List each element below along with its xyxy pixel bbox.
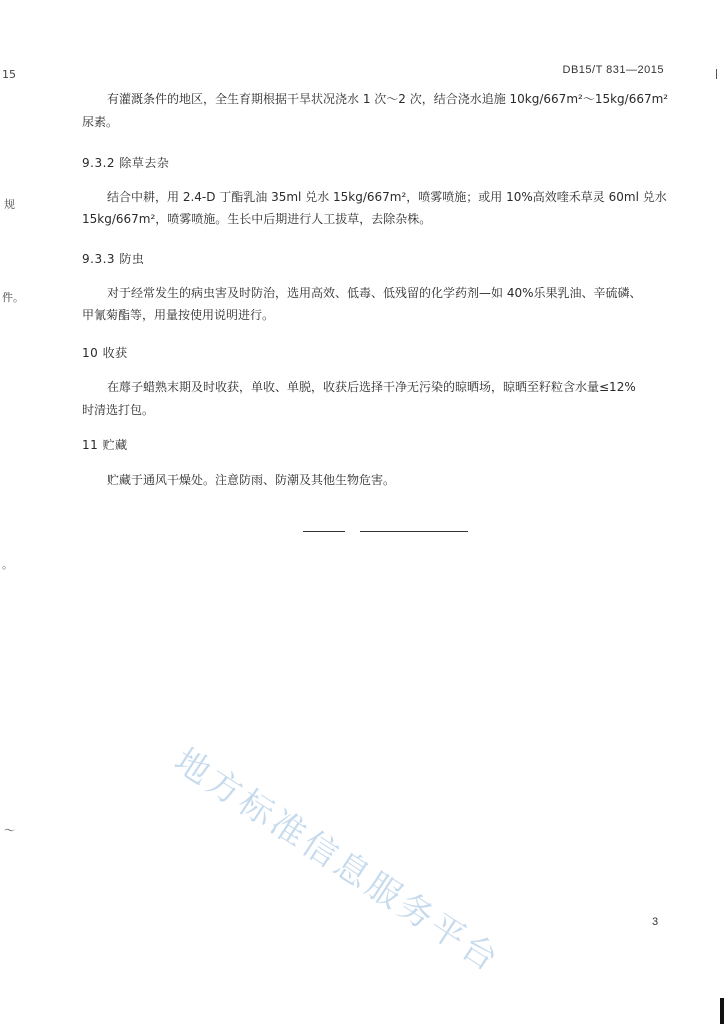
margin-fragment-5: ～ bbox=[4, 824, 15, 837]
margin-fragment-4: 。 bbox=[2, 558, 13, 571]
edge-tick-mark bbox=[716, 69, 717, 79]
irrigation-text-line-2: 尿素。 bbox=[82, 115, 119, 129]
end-line-left bbox=[303, 531, 345, 532]
pest-text-line-1: 对于经常发生的病虫害及时防治，选用高效、低毒、低残留的化学药剂—如 40%乐果乳油、辛硫磷、 bbox=[107, 286, 642, 300]
harvest-text-line-2: 时清选打包。 bbox=[82, 403, 155, 417]
irrigation-text-line-1: 有灌溉条件的地区，全生育期根据干旱状况浇水 1 次～2 次，结合浇水追施 10kg/667m²～15kg/667m² bbox=[107, 92, 669, 106]
harvest-text-line-1: 在蓐子蜡熟末期及时收获，单收、单脱，收获后选择干净无污染的晾晒场，晾晒至籽粒含水量≤12% bbox=[107, 380, 636, 394]
margin-fragment-3: 件。 bbox=[2, 291, 24, 304]
watermark-text: 地方标准信息服务平台 bbox=[167, 740, 508, 982]
page-number: 3 bbox=[652, 916, 659, 928]
document-code: DB15/T 831—2015 bbox=[562, 64, 664, 76]
margin-fragment-2: 规 bbox=[4, 198, 15, 211]
weeding-text-line-1: 结合中耕，用 2.4-D 丁酯乳油 35ml 兑水 15kg/667m²，喷雾喷施；或用 10%高效喹禾草灵 60ml 兑水 bbox=[107, 190, 667, 204]
margin-fragment-1: 15 bbox=[2, 68, 16, 81]
storage-heading: 11 贮藏 bbox=[82, 438, 128, 452]
end-line-right bbox=[360, 531, 468, 532]
weeding-heading: 9.3.2 除草去杂 bbox=[82, 156, 170, 170]
pest-text-line-2: 甲氰菊酯等，用量按使用说明进行。 bbox=[82, 308, 275, 322]
pest-heading: 9.3.3 防虫 bbox=[82, 252, 145, 266]
scan-edge-mark bbox=[720, 998, 724, 1024]
weeding-text-line-2: 15kg/667m²，喷雾喷施。生长中后期进行人工拔草，去除杂株。 bbox=[82, 212, 432, 226]
harvest-heading: 10 收获 bbox=[82, 346, 128, 360]
storage-text-line-1: 贮藏于通风干燥处。注意防雨、防潮及其他生物危害。 bbox=[107, 473, 396, 487]
